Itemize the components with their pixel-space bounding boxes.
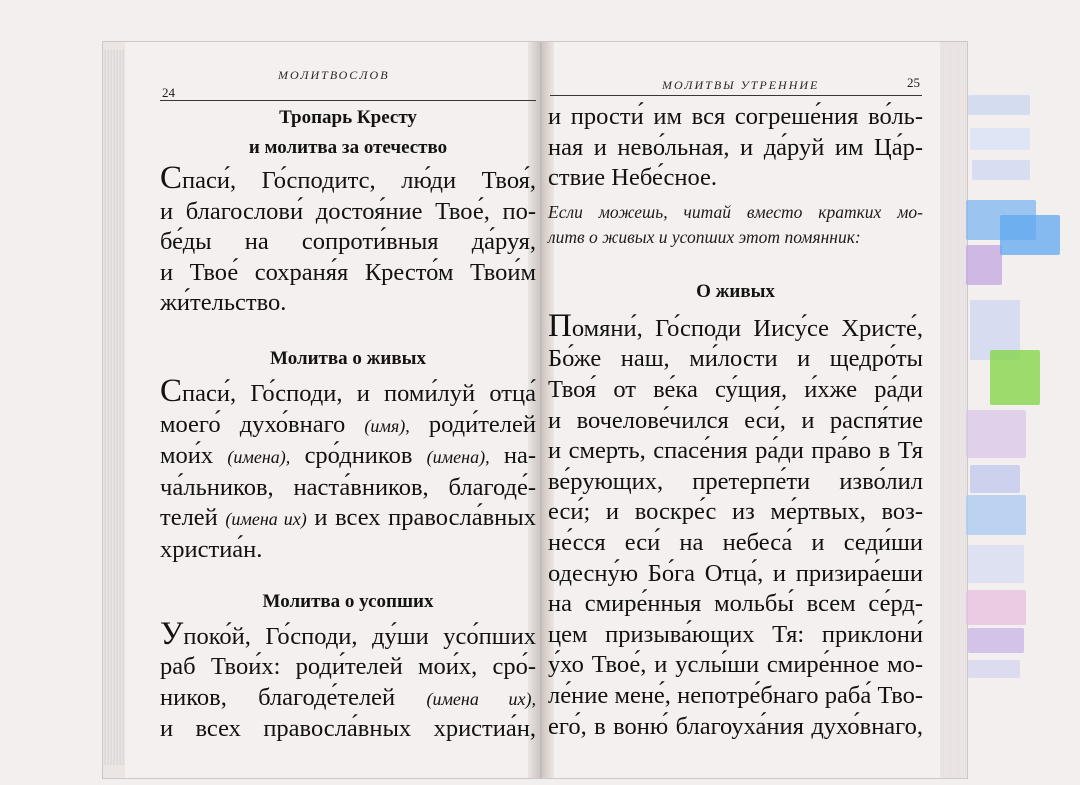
- text-span: роди́телей: [409, 410, 536, 438]
- bookmark-tab: [966, 245, 1002, 285]
- right-running-head: МОЛИТВЫ УТРЕННИЕ: [662, 78, 820, 92]
- text-span: и всех правосла́вных: [306, 504, 536, 532]
- commemoration-line-7: еси́; и воскре́с из ме́ртвых, воз-: [548, 498, 923, 526]
- living-prayer-heading: Молитва о живых: [270, 347, 426, 369]
- dropcap: У: [160, 615, 184, 652]
- text-span: телей: [160, 504, 226, 532]
- text-span: ников, благоде́телей: [160, 683, 427, 711]
- commemoration-line-2: Бо́же наш, ми́лости и щедро́ты: [548, 345, 923, 373]
- departed-prayer-heading: Молитва о усопших: [262, 590, 434, 612]
- troparion-heading: Тропарь Кресту: [279, 107, 417, 128]
- commemoration-line-6: ве́рующих, претерпе́ти изво́лил: [548, 467, 923, 495]
- text-span: моего́ духо́внаго: [160, 410, 365, 438]
- troparion-line-1: [160, 160, 536, 197]
- text-line: омяни́, Го́споди Иису́се Христе́,: [571, 314, 923, 342]
- bookmark-tab: [966, 590, 1026, 625]
- commemoration-line-12: у́хо Твое́, и услы́ши смире́нное мо-: [548, 651, 923, 679]
- dropcap: П: [548, 307, 572, 344]
- rubric-line-1: Если можешь, читай вместо кратких мо-: [548, 201, 923, 222]
- departed-line-4: и всех правосла́вных христиа́н,: [160, 715, 536, 743]
- troparion-line-4: и Твое́ сохраня́я Кресто́м Твои́м: [160, 258, 536, 286]
- commemoration-line-10: на смире́нныя мольбы́ всем се́рд-: [548, 590, 923, 618]
- italic-note: (имена их): [225, 509, 307, 530]
- left-running-head: МОЛИТВОСЛОВ: [278, 68, 390, 82]
- bookmark-tab: [966, 495, 1026, 535]
- bookmark-tab: [990, 350, 1040, 405]
- departed-line-3: [160, 683, 536, 715]
- troparion-line-3: бе́ды на сопроти́вныя да́руя,: [160, 228, 536, 256]
- left-page-number: 24: [162, 85, 175, 100]
- text-span: мои́х: [160, 442, 228, 470]
- italic-note: (имена их),: [426, 688, 536, 709]
- bookmark-tab: [968, 95, 1030, 115]
- troparion-subheading: и молитва за отечество: [248, 137, 448, 158]
- bookmark-tab: [968, 660, 1020, 678]
- italic-note: (имя),: [364, 415, 410, 436]
- bookmark-tab: [968, 545, 1024, 583]
- commemoration-line-1: [548, 307, 923, 345]
- troparion-line-5: жи́тельство.: [160, 289, 287, 317]
- page-stack-left: [103, 50, 125, 765]
- right-line-2: ная и нево́льная, и да́руй им Ца́р-: [548, 133, 923, 161]
- living-line-4: ча́льников, наста́вников, благоде́-: [160, 473, 536, 501]
- commemoration-heading: О живых: [696, 280, 775, 302]
- bookmark-tab: [970, 465, 1020, 493]
- right-text: [548, 102, 923, 742]
- italic-note: (имена),: [426, 447, 490, 468]
- commemoration-line-4: и вочелове́чился еси́, и распя́тие: [548, 406, 923, 434]
- page-stack-right: [940, 42, 967, 778]
- commemoration-line-8: не́сся еси́ на небеса́ и седи́ши: [548, 528, 923, 556]
- commemoration-line-14: его́, в воню́ благоуха́ния духо́внаго,: [548, 712, 923, 740]
- commemoration-line-11: цем призыва́ющих Тя: приклони́: [548, 620, 923, 648]
- bookmark-tab: [972, 160, 1030, 180]
- bookmark-tab: [970, 128, 1030, 150]
- italic-note: (имена),: [227, 447, 291, 468]
- living-line-1: [160, 372, 536, 410]
- text-span: сро́дников: [290, 442, 427, 470]
- commemoration-line-9: одесну́ю Бо́га Отца́, и призира́еши: [548, 559, 923, 587]
- commemoration-line-5: и смерть, спасе́ния ра́ди пра́во в Тя: [548, 437, 923, 465]
- right-line-3: ствие Небе́сное.: [548, 164, 717, 192]
- left-header-rule: [160, 100, 536, 101]
- dropcap: С: [160, 160, 183, 196]
- text-line: паси́, Го́сподитс, лю́ди Твоя́,: [182, 167, 536, 194]
- rubric-line-2: литв о живых и усопших этот помянник:: [548, 226, 861, 247]
- troparion-line-2: и благослови́ достоя́ние Твое́, по-: [160, 197, 536, 225]
- living-line-6: христиа́н.: [160, 535, 263, 563]
- departed-line-1: [160, 615, 536, 653]
- living-line-5: [160, 503, 536, 535]
- left-text: [160, 104, 536, 745]
- living-line-3: [160, 441, 536, 473]
- bookmark-tab: [968, 628, 1024, 653]
- commemoration-line-13: ле́ние мене́, непотре́бнаго раба́ Тво-: [548, 681, 923, 709]
- dropcap: С: [160, 372, 183, 409]
- text-line: поко́й, Го́споди, ду́ши усо́пших: [183, 622, 536, 650]
- text-span: на-: [489, 442, 536, 470]
- text-line: паси́, Го́споди, и поми́луй отца́: [182, 379, 536, 407]
- bookmark-tab: [1000, 215, 1060, 255]
- bookmark-tab: [966, 410, 1026, 458]
- departed-line-2: раб Твои́х: роди́телей мои́х, сро́-: [160, 653, 536, 681]
- living-line-2: [160, 410, 536, 442]
- right-page-number: 25: [907, 75, 920, 90]
- right-line-1: и прости́ им вся согреше́ния во́ль-: [548, 103, 923, 130]
- right-header-rule: [550, 95, 922, 96]
- commemoration-line-3: Твоя́ от ве́ка су́щия, и́хже ра́ди: [548, 375, 923, 403]
